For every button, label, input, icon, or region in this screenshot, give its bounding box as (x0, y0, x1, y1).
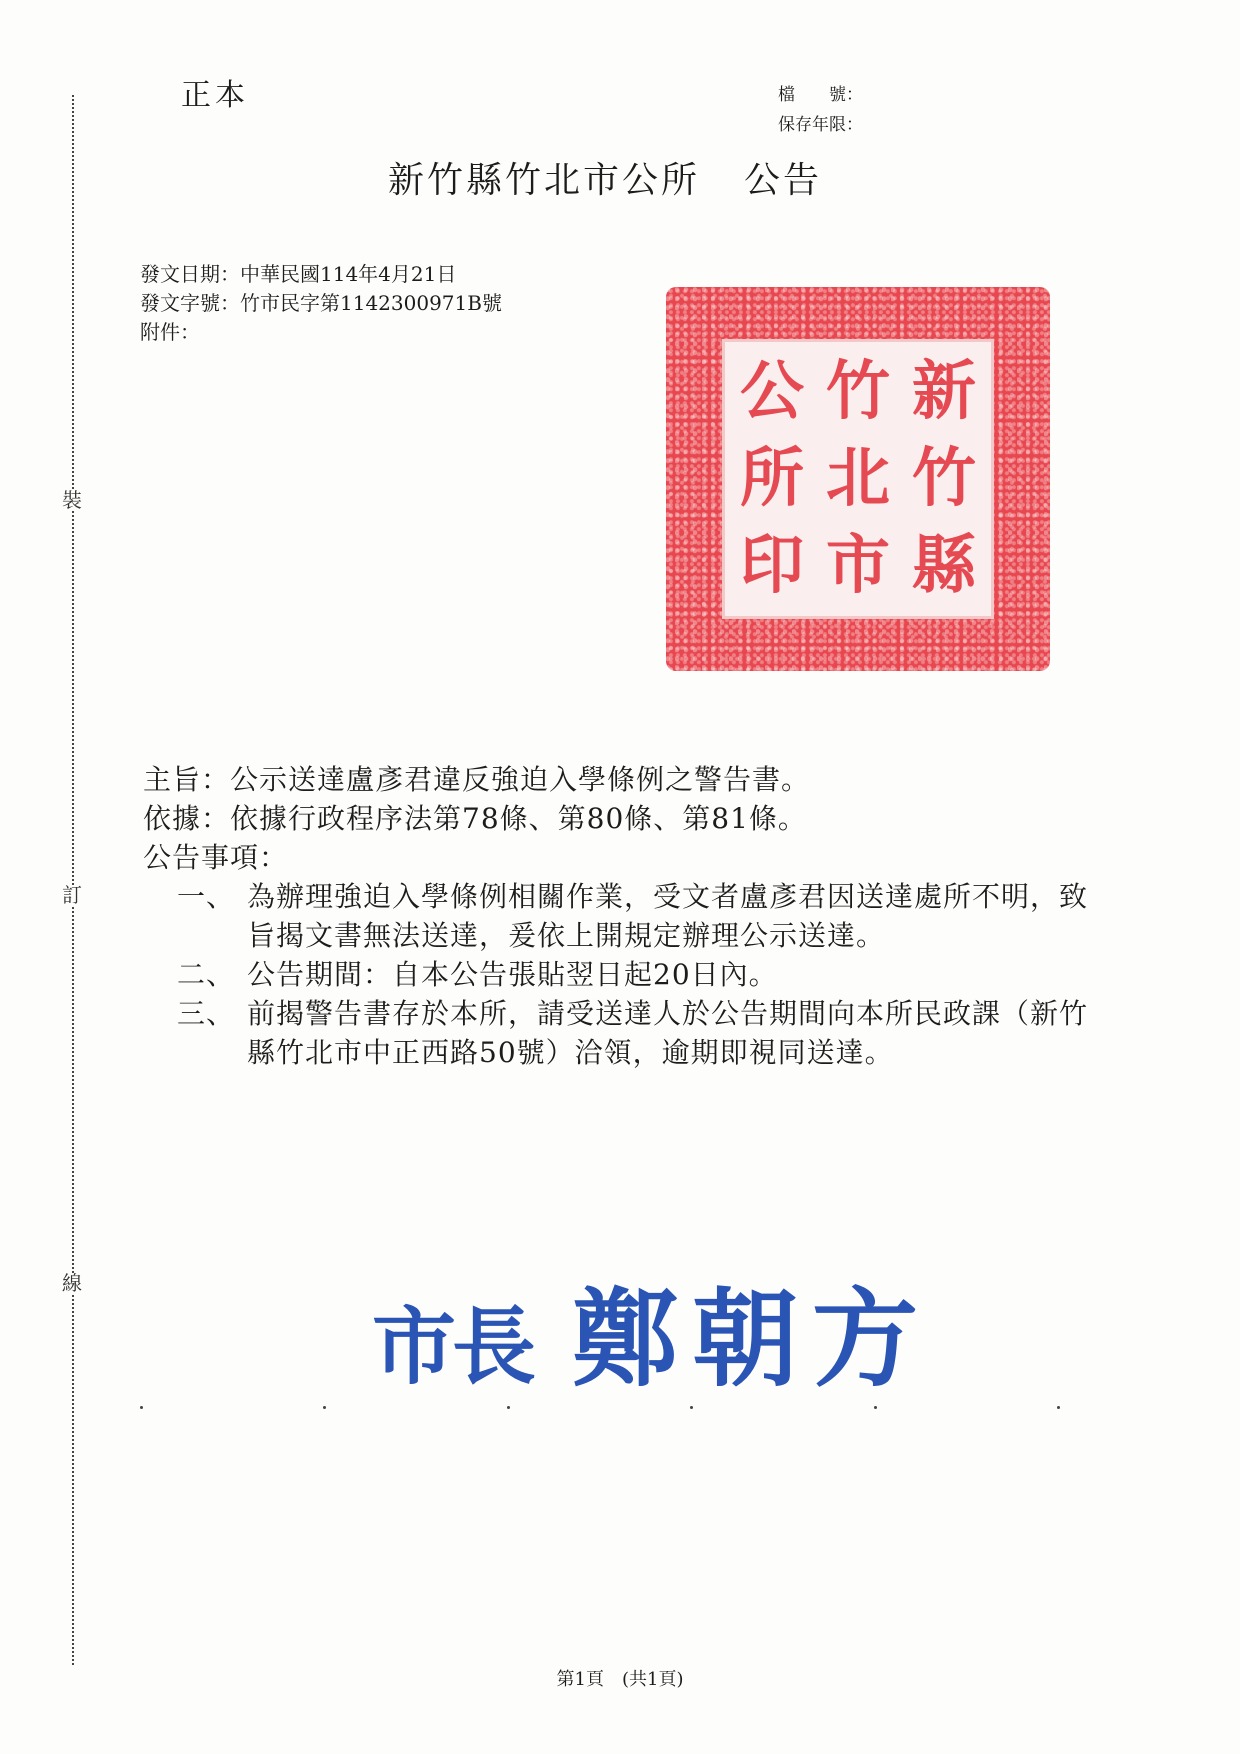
copy-label: 正本 (181, 78, 249, 113)
seal-column-1: 新 竹 縣 (912, 353, 976, 604)
official-seal (666, 287, 1050, 671)
subject-line: 主旨：公示送達盧彥君違反強迫入學條例之警告書。 (143, 763, 811, 796)
notice-body (143, 760, 1103, 1072)
binding-mark-xian: 線 (62, 1271, 82, 1295)
agency-name: 新竹縣竹北市公所 (388, 160, 701, 201)
page-title (388, 152, 822, 203)
signature-name: 鄭朝方 (572, 1276, 933, 1401)
notice-items (143, 877, 1103, 1072)
page-number: 第1頁 (共1頁) (556, 1669, 684, 1690)
binding-mark-ding: 訂 (62, 883, 82, 907)
notice-item: 二、 公告期間：自本公告張貼翌日起20日內。 (177, 958, 778, 991)
issue-date: 發文日期：中華民國114年4月21日 (140, 262, 457, 286)
seal-column-3: 公 所 印 (740, 353, 804, 604)
signature-title: 市長 (372, 1297, 533, 1396)
mayor-signature-stamp (372, 1255, 932, 1407)
seal-inner-field (722, 339, 994, 619)
seal-column-2: 竹 北 市 (826, 353, 890, 604)
file-meta (778, 80, 863, 140)
basis-line: 依據：依據行政程序法第78條、第80條、第81條。 (143, 802, 807, 835)
retention-label: 保存年限： (778, 115, 863, 135)
notice-heading: 公告事項： (143, 841, 289, 874)
binding-mark-zhuang: 裝 (62, 488, 82, 512)
attachment-label: 附件： (140, 320, 200, 344)
dotted-separator (140, 1406, 1060, 1409)
file-number-label: 檔 號： (778, 85, 863, 105)
issue-meta (140, 260, 502, 347)
notice-item: 三、 前揭警告書存於本所，請受送達人於公告期間向本所民政課（新竹縣竹北市中正西路50號）洽領，逾期即視同送達。 (177, 997, 1089, 1069)
issue-number: 發文字號：竹市民字第1142300971B號 (140, 291, 502, 315)
notice-item: 一、 為辦理強迫入學條例相關作業，受文者盧彥君因送達處所不明，致旨揭文書無法送達，爰依上開規定辦理公示送達。 (177, 880, 1089, 952)
binding-line (72, 95, 74, 1665)
document-type: 公告 (744, 160, 823, 201)
